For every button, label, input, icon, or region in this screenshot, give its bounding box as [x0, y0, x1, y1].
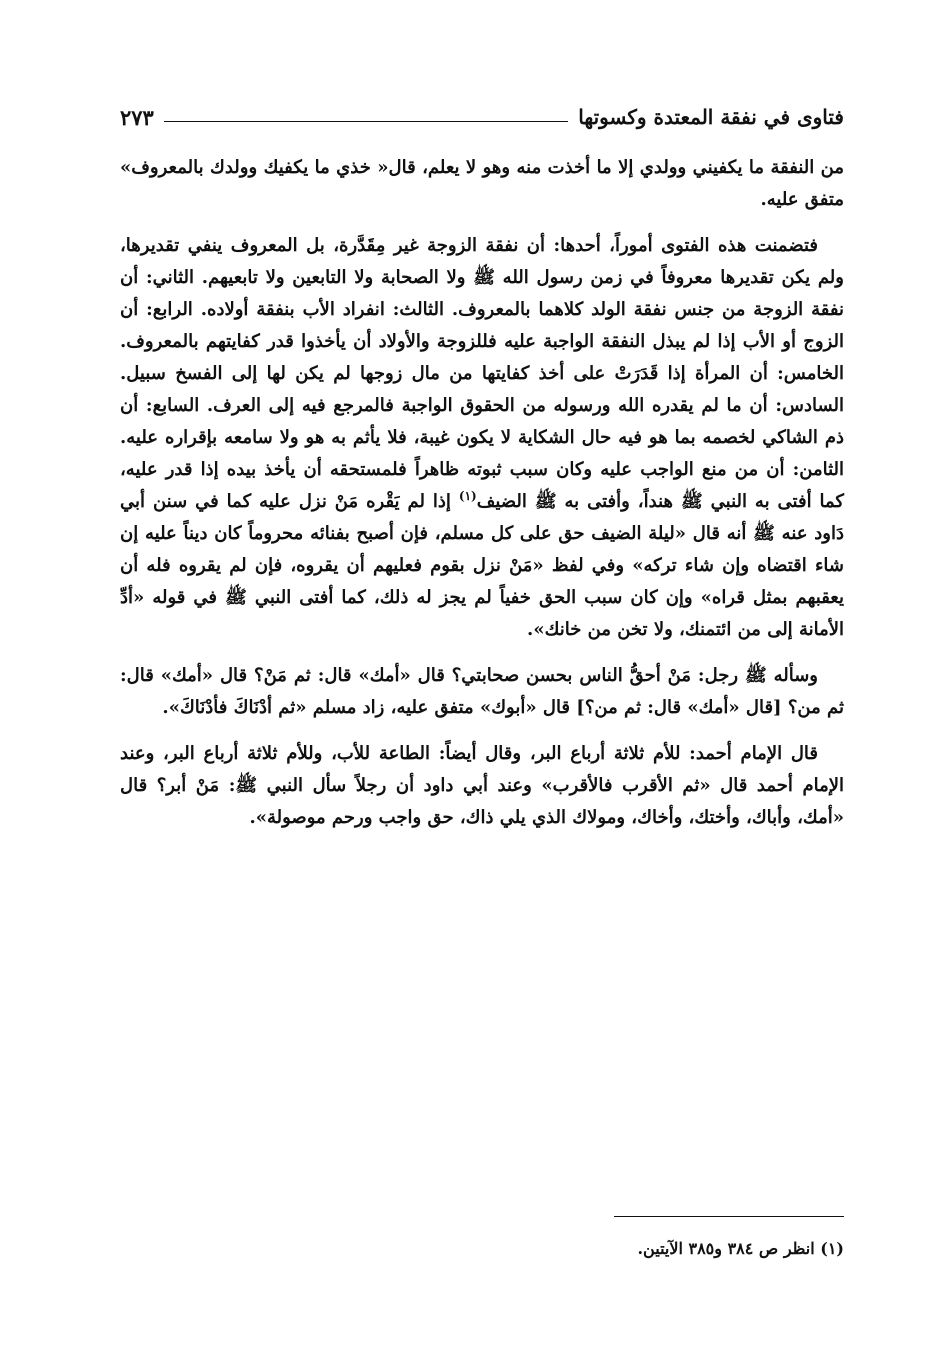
- paragraph-1: من النفقة ما يكفيني وولدي إلا ما أخذت منه وهو لا يعلم، قال« خذي ما يكفيك وولدك بالمعروف» متفق عليه.: [120, 157, 844, 210]
- paragraph-2-text: فتضمنت هذه الفتوى أموراً، أحدها: أن نفقة الزوجة غير مِقَدَّرة، بل المعروف ينفي تقديرها، ولم يكن تقديرها معروفاً في زمن رسول الله ﷺ ولا الصحابة ولا التابعين ولا تابعيهم. الثاني: أن نفقة الزوجة من جنس نفقة الولد كلاهما بالمعروف. الثالث: انفراد الأب بنفقة أولاده. الرابع: أن الزوج أو الأب إذا لم يبذل النفقة الواجبة عليه فللزوجة والأولاد أن يأخذوا قدر كفايتهم بالمعروف. الخامس: أن المرأة إذا قَدَرَتْ على أخذ كفايتها من مال زوجها لم يكن لها إلى الفسخ سبيل. السادس: أن ما لم يقدره الله ورسوله من الحقوق الواجبة فالمرجع فيه إلى العرف. السابع: أن ذم الشاكي لخصمه بما هو فيه حال الشكاية لا يكون غيبة، فلا يأثم به هو ولا سامعه بإقراره عليه. الثامن: أن من منع الواجب عليه وكان سبب ثبوته ظاهراً فلمستحقه أن يأخذ بيده إذا قدر عليه، كما أفتى به النبي ﷺ هنداً، وأفتى به ﷺ الضيف: [120, 235, 844, 512]
- footnote-divider: [614, 1216, 844, 1217]
- paragraph-4: قال الإمام أحمد: للأم ثلاثة أرباع البر، وقال أيضاً: الطاعة للأب، وللأم ثلاثة أرباع البر، وعند الإمام أحمد قال «ثم الأقرب فالأقرب» وعند أبي داود أن رجلاً سأل النبي ﷺ: مَنْ أبر؟ قال «أمك، وأباك، وأختك، وأخاك، ومولاك الذي يلي ذاك، حق واجب ورحم موصولة».: [120, 743, 844, 828]
- page-number: ٢٧٣: [120, 104, 154, 130]
- header-title: فتاوى في نفقة المعتدة وكسوتها: [578, 105, 844, 129]
- main-text: [120, 152, 844, 848]
- running-header: [120, 100, 844, 134]
- footnote: (١) انظر ص ٣٨٤ و٣٨٥ الآيتين.: [637, 1239, 844, 1258]
- paragraph-3: وسأله ﷺ رجل: مَنْ أحقُّ الناس بحسن صحابتي؟ قال «أمك» قال: ثم مَنْ؟ قال «أمك» قال: ثم من؟ [قال «أمك» قال: ثم من؟] قال «أبوك» متفق عليه، زاد مسلم «ثم أدْنَاكَ فأدْنَاكَ».: [120, 665, 844, 718]
- footnote-marker: (١): [458, 489, 477, 503]
- header-rule: [164, 121, 568, 122]
- paragraph-2: [120, 230, 844, 646]
- paragraph-2-text-cont: إذا لم يَقْره مَنْ نزل عليه كما في سنن أبي دَاود عنه ﷺ أنه قال «ليلة الضيف حق على كل مسلم، فإن أصبح بفنائه محروماً كان ديناً عليه إن شاء اقتضاه وإن شاء تركه» وفي لفظ «مَنْ نزل بقوم فعليهم أن يقروه، فإن لم يقروه فله أن يعقبهم بمثل قراه» وإن كان سبب الحق خفياً لم يجز له ذلك، كما أفتى النبي ﷺ في قوله «أدِّ الأمانة إلى من ائتمنك، ولا تخن من خانك».: [120, 491, 844, 640]
